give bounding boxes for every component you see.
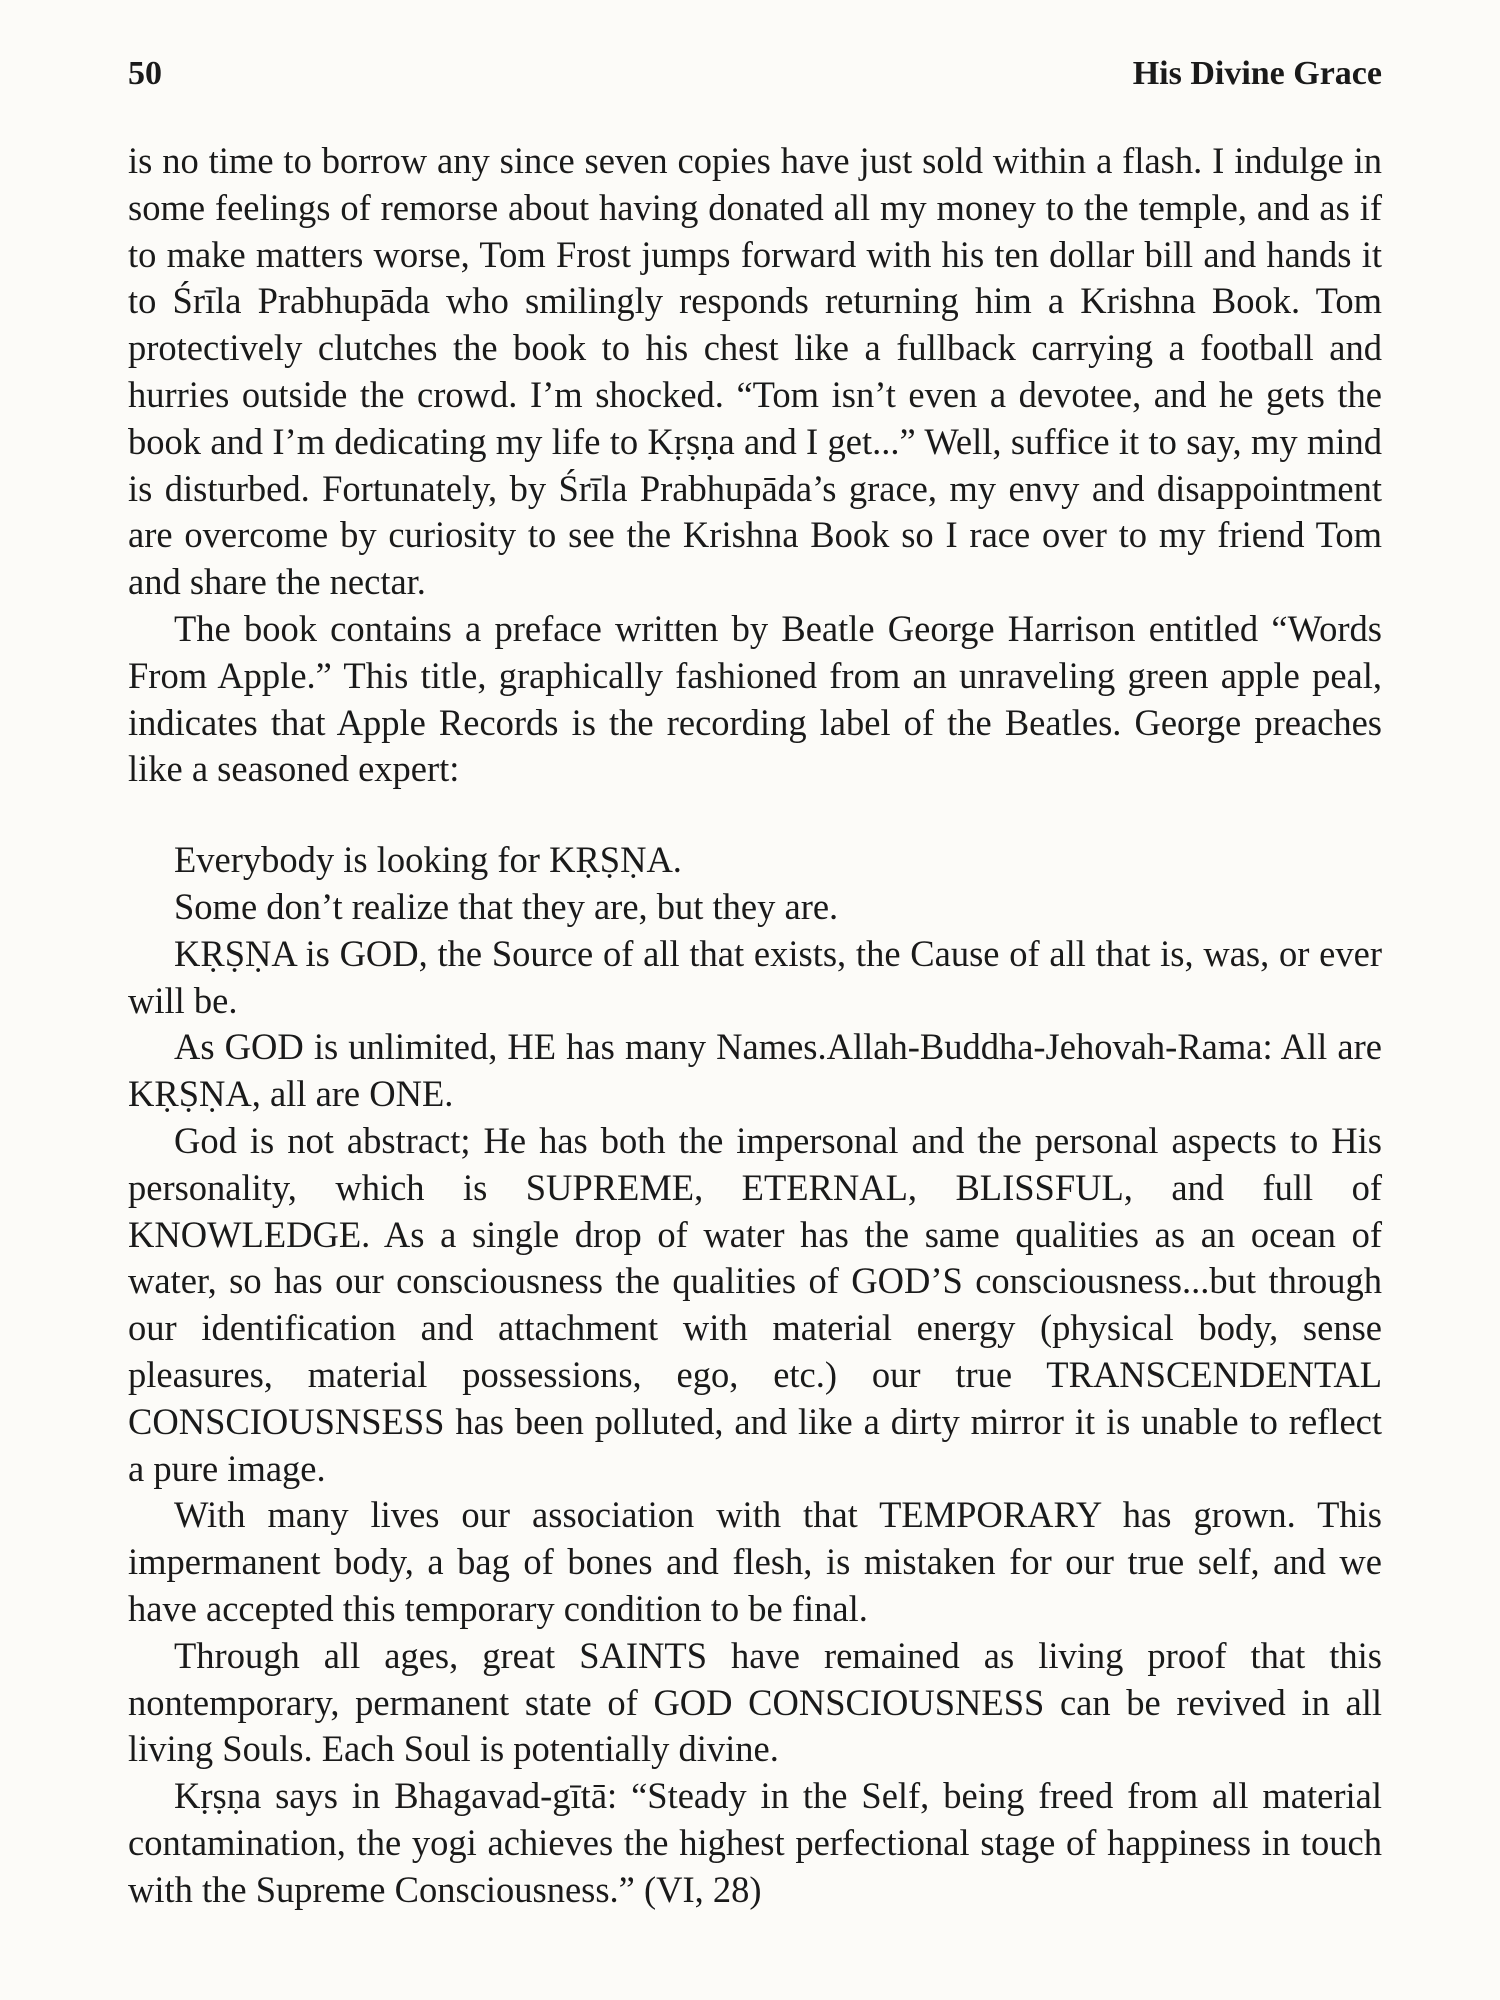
quote-paragraph-3: KṚṢṆA is GOD, the Source of all that exists, the Cause of all that is, was, or ever will be.	[128, 932, 1382, 1021]
body-text	[128, 138, 1382, 1913]
running-title: His Divine Grace	[1132, 55, 1382, 92]
quote-paragraph-6: With many lives our association with that TEMPORARY has grown. This impermanent body, a bag of bones and flesh, is mistaken for our true self, and we have accepted this temporary condition to be final.	[128, 1494, 1382, 1629]
quote-paragraph-8: Kṛṣṇa says in Bhagavad-gītā: “Steady in the Self, being freed from all material contamination, the yogi achieves the highest perfectional stage of happiness in touch with the Supreme Consciousness.” (VI, 28)	[128, 1775, 1382, 1910]
paragraph-continued: is no time to borrow any since seven copies have just sold within a flash. I indulge in some feelings of remorse about having donated all my money to the temple, and as if to make matters worse, Tom Frost jumps forward with his ten dollar bill and hands it to Śrīla Prabhupāda who smilingly responds returning him a Krishna Book. Tom protectively clutches the book to his chest like a fullback carrying a football and hurries outside the crowd. I’m shocked. “Tom isn’t even a devotee, and he gets the book and I’m dedicating my life to Kṛṣṇa and I get...” Well, suffice it to say, my mind is disturbed. Fortunately, by Śrīla Prabhupāda’s grace, my envy and disappointment are overcome by curiosity to see the Krishna Book so I race over to my friend Tom and share the nectar.	[128, 140, 1382, 603]
quote-line-1: Everybody is looking for KṚṢṆA.	[174, 839, 682, 881]
quote-line-2: Some don’t realize that they are, but they are.	[174, 885, 839, 927]
quote-paragraph-4: As GOD is unlimited, HE has many Names.Allah-Buddha-Jehovah-Rama: All are KṚṢṆA, all are ONE.	[128, 1026, 1382, 1115]
running-head	[128, 52, 1382, 96]
quote-paragraph-5: God is not abstract; He has both the impersonal and the personal aspects to His personality, which is SUPREME, ETERNAL, BLISSFUL, and full of KNOWLEDGE. As a single drop of water has the same qualities as an ocean of water, so has our consciousness the qualities of GOD’S consciousness...but through our identification and attachment with material energy (physical body, sense pleasures, material possessions, ego, etc.) our true TRANSCENDENTAL CONSCIOUSNSESS has been polluted, and like a dirty mirror it is unable to reflect a pure image.	[128, 1119, 1382, 1489]
quote-paragraph-7: Through all ages, great SAINTS have remained as living proof that this nontemporary, permanent state of GOD CONSCIOUSNESS can be revived in all living Souls. Each Soul is potentially divine.	[128, 1634, 1382, 1770]
page-number: 50	[128, 55, 162, 92]
paragraph-preface: The book contains a preface written by Beatle George Harrison entitled “Words From Apple.” This title, graphically fashioned from an unraveling green apple peal, indicates that Apple Records is the recording label of the Beatles. George preaches like a seasoned expert:	[128, 607, 1382, 790]
